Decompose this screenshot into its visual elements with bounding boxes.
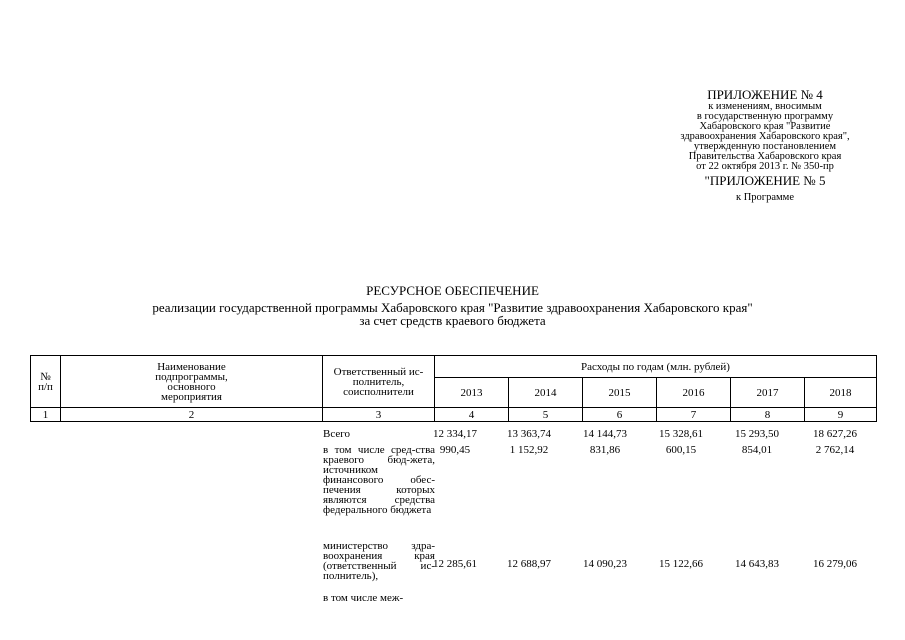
header-num: № п/п xyxy=(31,356,61,408)
appendix-line: к изменениям, вносимым xyxy=(708,101,822,112)
document-subtitle-2: за счет средств краевого бюджета xyxy=(359,313,546,328)
row-label: в том числе сред-ства краевого бюд-жета, источником финансового обес-печения которых являются средства федерального бюджета xyxy=(323,444,435,516)
header-expenses: Расходы по годам (млн. рублей) xyxy=(435,356,877,378)
row-value: 12 285,61 xyxy=(433,558,477,570)
header-year: 2016 xyxy=(657,378,731,408)
row-value: 14 643,83 xyxy=(735,558,779,570)
row-value: 18 627,26 xyxy=(813,428,857,440)
header-year: 2015 xyxy=(583,378,657,408)
row-value: 16 279,06 xyxy=(813,558,857,570)
appendix-line: Правительства Хабаровского края xyxy=(688,151,842,162)
row-value: 12 334,17 xyxy=(433,428,477,440)
appendix-line: от 22 октября 2013 г. № 350-пр xyxy=(696,161,834,172)
document-title: РЕСУРСНОЕ ОБЕСПЕЧЕНИЕ xyxy=(366,283,539,298)
row-value: 831,86 xyxy=(589,444,621,456)
row-value: 13 363,74 xyxy=(507,428,551,440)
resource-table-header xyxy=(30,355,877,422)
header-responsible: Ответственный ис- полнитель, соисполнители xyxy=(323,356,435,408)
row-value: 2 762,14 xyxy=(815,444,855,456)
appendix-line: утвержденную постановлением xyxy=(693,141,837,152)
row-label: в том числе меж- xyxy=(323,592,404,604)
index-cell: 1 xyxy=(31,408,61,422)
index-cell: 8 xyxy=(731,408,805,422)
index-cell: 6 xyxy=(583,408,657,422)
index-cell: 7 xyxy=(657,408,731,422)
appendix-title-2: "ПРИЛОЖЕНИЕ № 5 xyxy=(704,173,826,188)
index-cell: 5 xyxy=(509,408,583,422)
appendix-line: Хабаровского края "Развитие xyxy=(699,121,831,132)
header-year: 2017 xyxy=(731,378,805,408)
appendix-title: ПРИЛОЖЕНИЕ № 4 xyxy=(707,87,823,102)
row-value: 15 293,50 xyxy=(735,428,779,440)
row-value: 600,15 xyxy=(665,444,697,456)
row-value: 12 688,97 xyxy=(507,558,551,570)
row-value: 15 122,66 xyxy=(659,558,703,570)
header-year: 2013 xyxy=(435,378,509,408)
header-year: 2014 xyxy=(509,378,583,408)
row-value: 15 328,61 xyxy=(659,428,703,440)
appendix-line: в государственную программу xyxy=(696,111,834,122)
index-cell: 9 xyxy=(805,408,877,422)
row-value: 14 144,73 xyxy=(583,428,627,440)
row-value: 990,45 xyxy=(439,444,471,456)
header-year: 2018 xyxy=(805,378,877,408)
row-value: 14 090,23 xyxy=(583,558,627,570)
row-value: 1 152,92 xyxy=(509,444,549,456)
row-label: Всего xyxy=(323,428,350,440)
index-cell: 4 xyxy=(435,408,509,422)
index-cell: 2 xyxy=(61,408,323,422)
document-subtitle: реализации государственной программы Хабаровского края "Развитие здравоохранения Хабаровского края" xyxy=(152,300,753,315)
appendix-header xyxy=(640,88,890,204)
appendix-line: здравоохранения Хабаровского края", xyxy=(680,131,850,142)
index-cell: 3 xyxy=(323,408,435,422)
header-name: Наименование подпрограммы, основного мероприятия xyxy=(61,356,323,408)
row-value: 854,01 xyxy=(741,444,773,456)
appendix-line-2: к Программе xyxy=(736,192,794,203)
row-label: министерство здра-воохранения края (ответственный ис-полнитель), xyxy=(323,540,435,582)
